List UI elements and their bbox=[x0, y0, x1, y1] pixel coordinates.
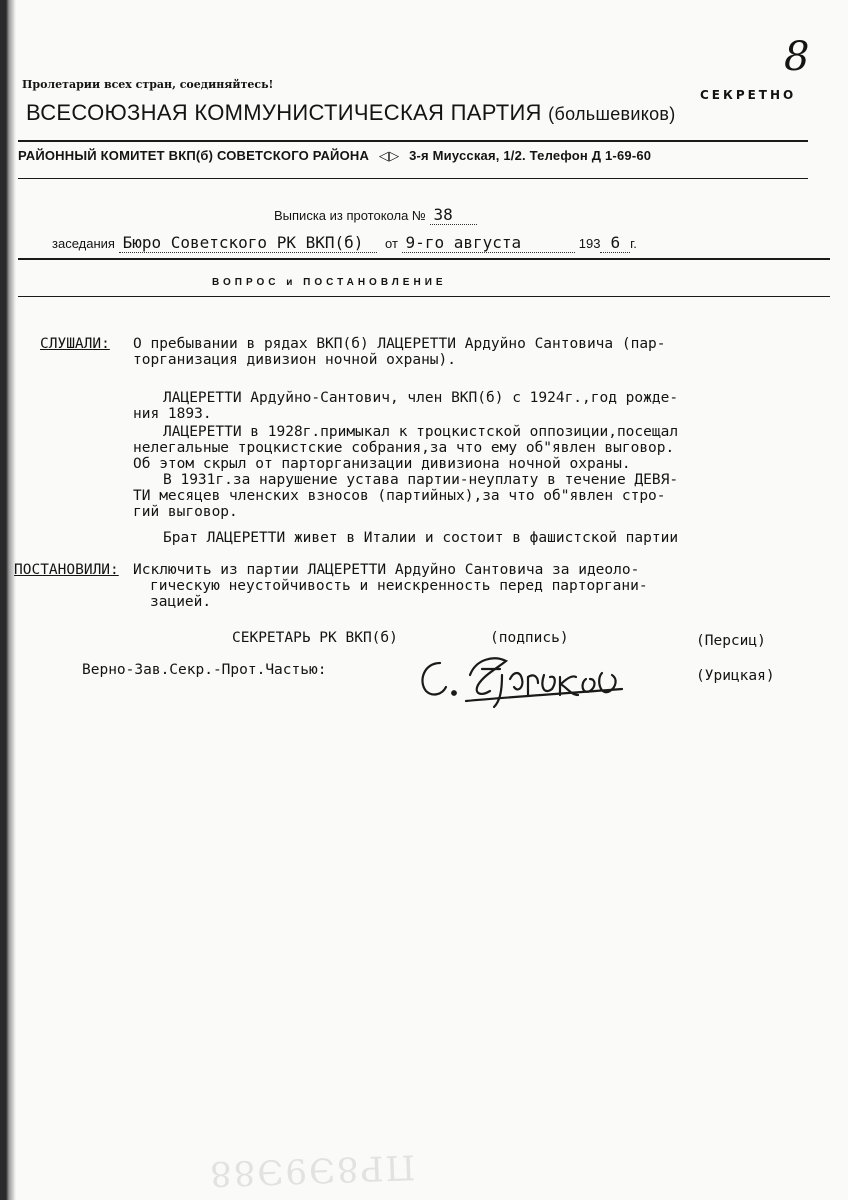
committee-line bbox=[18, 148, 651, 164]
section-rule-top bbox=[18, 258, 830, 260]
heard-line-1: О пребывании в рядах ВКП(б) ЛАЦЕРЕТТИ Ардуйно Сантовича (пар- bbox=[133, 336, 666, 352]
year-prefix: 193 bbox=[578, 236, 601, 251]
year-suffix: 6 bbox=[600, 233, 630, 253]
resolved-line-3: зацией. bbox=[150, 594, 212, 610]
para1-line-2: ния 1893. bbox=[133, 406, 212, 422]
para4-line: Брат ЛАЦЕРЕТТИ живет в Италии и состоит в фашистской партии bbox=[163, 530, 679, 546]
para2-line-3: Об этом скрыл от парторганизации дивизиона ночной охраны. bbox=[133, 456, 631, 472]
from-label: от bbox=[385, 236, 398, 251]
para3-line-1: В 1931г.за нарушение устава партии-неуплату в течение ДЕВЯ- bbox=[163, 472, 679, 488]
meeting-body: Бюро Советского РК ВКП(б) bbox=[119, 233, 378, 253]
page-number: 8 bbox=[784, 34, 810, 80]
extract-label: Выписка из протокола № bbox=[274, 208, 426, 223]
para2-line-1: ЛАЦЕРЕТТИ в 1928г.примыкал к троцкистской оппозиции,посещал bbox=[163, 424, 679, 440]
secretary-label: СЕКРЕТАРЬ РК ВКП(б) bbox=[232, 630, 398, 646]
signed-note: (подпись) bbox=[490, 630, 569, 646]
party-name-main: ВСЕСОЮЗНАЯ КОММУНИСТИЧЕСКАЯ ПАРТИЯ bbox=[26, 100, 542, 125]
certifier-name: (Урицкая) bbox=[696, 668, 775, 684]
extract-line bbox=[274, 205, 477, 224]
para3-line-3: гий выговор. bbox=[133, 504, 238, 520]
classification-stamp: СЕКРЕТНО bbox=[700, 88, 797, 102]
heard-line-2: торганизация дивизион ночной охраны). bbox=[133, 352, 457, 368]
year-label: г. bbox=[630, 236, 637, 251]
certified-label: Верно-Зав.Секр.-Прот.Частью: bbox=[82, 662, 327, 678]
meeting-date: 9-го августа bbox=[402, 233, 576, 253]
para2-line-2: нелегальные троцкистские собрания,за что ему об"явлен выговор. bbox=[133, 440, 675, 456]
committee-name: РАЙОННЫЙ КОМИТЕТ ВКП(б) СОВЕТСКОГО РАЙОНА bbox=[18, 148, 370, 163]
resolved-label: ПОСТАНОВИЛИ: bbox=[14, 562, 119, 578]
party-name-paren: (большевиков) bbox=[548, 104, 676, 124]
protocol-number: 38 bbox=[430, 205, 477, 225]
heard-label: СЛУШАЛИ: bbox=[40, 336, 110, 352]
slogan: Пролетарии всех стран, соединяйтесь! bbox=[22, 78, 274, 91]
archive-stamp: ПР8Э9Э88 bbox=[207, 1146, 416, 1194]
para3-line-2: ТИ месяцев членских взносов (партийных),за что об"явлен стро- bbox=[133, 488, 666, 504]
binding-edge bbox=[0, 0, 16, 1200]
resolved-line-1: Исключить из партии ЛАЦЕРЕТТИ Ардуйно Сантовича за идеоло- bbox=[133, 562, 640, 578]
section-rule-bottom bbox=[18, 296, 830, 297]
header-rule-bottom bbox=[18, 178, 808, 179]
handwritten-signature bbox=[410, 635, 640, 715]
secretary-name: (Персиц) bbox=[696, 633, 766, 649]
resolved-line-2: гическую неустойчивость и неискренность перед парторгани- bbox=[150, 578, 648, 594]
header-rule-top bbox=[18, 140, 808, 142]
party-name bbox=[26, 100, 676, 126]
meeting-label: заседания bbox=[52, 236, 115, 251]
para1-line-1: ЛАЦЕРЕТТИ Ардуйно-Сантович, член ВКП(б) с 1924г.,год рожде- bbox=[163, 390, 679, 406]
committee-address: 3-я Миусская, 1/2. Телефон Д 1-69-60 bbox=[409, 148, 652, 163]
meeting-line bbox=[52, 233, 637, 252]
section-heading: ВОПРОС и ПОСТАНОВЛЕНИЕ bbox=[212, 277, 447, 288]
arrows-icon: ◁▷ bbox=[378, 148, 400, 163]
